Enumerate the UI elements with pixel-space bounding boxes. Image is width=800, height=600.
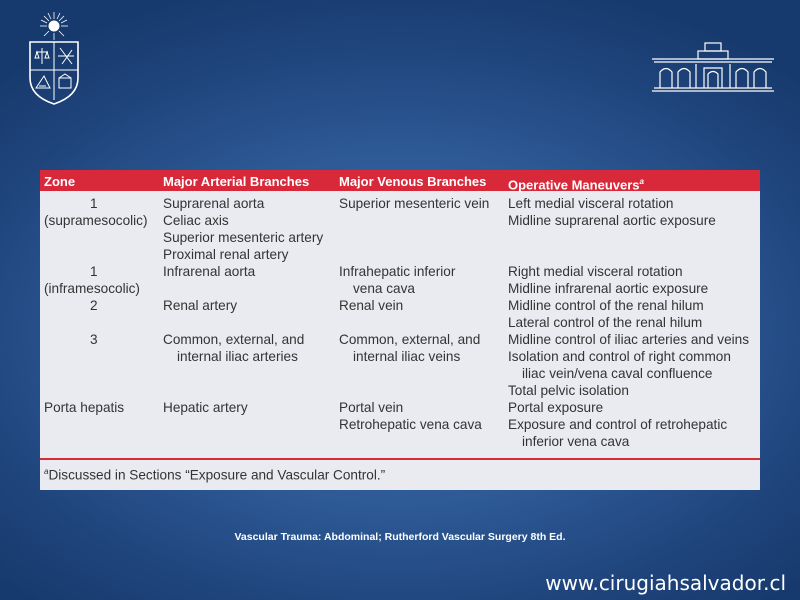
table-row-venous: Infrahepatic inferior vena cava	[339, 264, 456, 296]
table-row-venous: Portal vein Retrohepatic vena cava	[339, 400, 482, 432]
table-row-zone: 1 (supramesocolic)	[44, 196, 148, 228]
header-venous: Major Venous Branches	[339, 174, 487, 189]
table-header-row	[40, 173, 760, 191]
header-arterial: Major Arterial Branches	[163, 174, 310, 189]
vascular-zones-table	[40, 170, 760, 490]
table-row-operative: Right medial visceral rotation Midline infrarenal aortic exposure	[508, 264, 709, 296]
table-row-zone: 3	[90, 332, 98, 347]
university-crest-logo	[22, 8, 86, 108]
table-row-venous: Superior mesenteric vein	[339, 196, 490, 211]
table-row-zone: 2	[90, 298, 98, 313]
table-footnote: $^a$Discussed in Sections “Exposure and Vascular Control.”	[44, 467, 386, 483]
table-bottom-rule	[40, 458, 760, 460]
table-row-arterial: Common, external, and internal iliac arteries	[163, 332, 305, 364]
header-operative: Operative Maneuvers$^a$	[508, 177, 644, 193]
table-row-venous: Renal vein	[339, 298, 404, 313]
table-row-operative: Left medial visceral rotation Midline suprarenal aortic exposure	[508, 196, 716, 228]
hospital-building-logo	[650, 40, 776, 94]
table-row-operative: Portal exposure Exposure and control of retrohepatic inferior vena cava	[508, 400, 728, 449]
table-row-operative: Midline control of the renal hilum Lateral control of the renal hilum	[508, 298, 704, 330]
table-row-zone: Porta hepatis	[44, 400, 125, 415]
table-row-arterial: Renal artery	[163, 298, 238, 313]
table-row-zone: 1 (inframesocolic)	[44, 264, 140, 296]
table-row-operative: Midline control of iliac arteries and veins Isolation and control of right common iliac vein/vena caval confluence Total pelvic isolation	[508, 332, 750, 398]
website-url: www.cirugiahsalvador.cl	[545, 571, 786, 595]
table-row-arterial: Infrarenal aorta	[163, 264, 256, 279]
table-row-venous: Common, external, and internal iliac veins	[339, 332, 481, 364]
table-row-arterial: Hepatic artery	[163, 400, 248, 415]
header-zone: Zone	[44, 174, 76, 189]
table-row-arterial: Suprarenal aorta Celiac axis Superior mesenteric artery Proximal renal artery	[163, 196, 324, 262]
slide-caption: Vascular Trauma: Abdominal; Rutherford Vascular Surgery 8th Ed.	[234, 531, 566, 543]
